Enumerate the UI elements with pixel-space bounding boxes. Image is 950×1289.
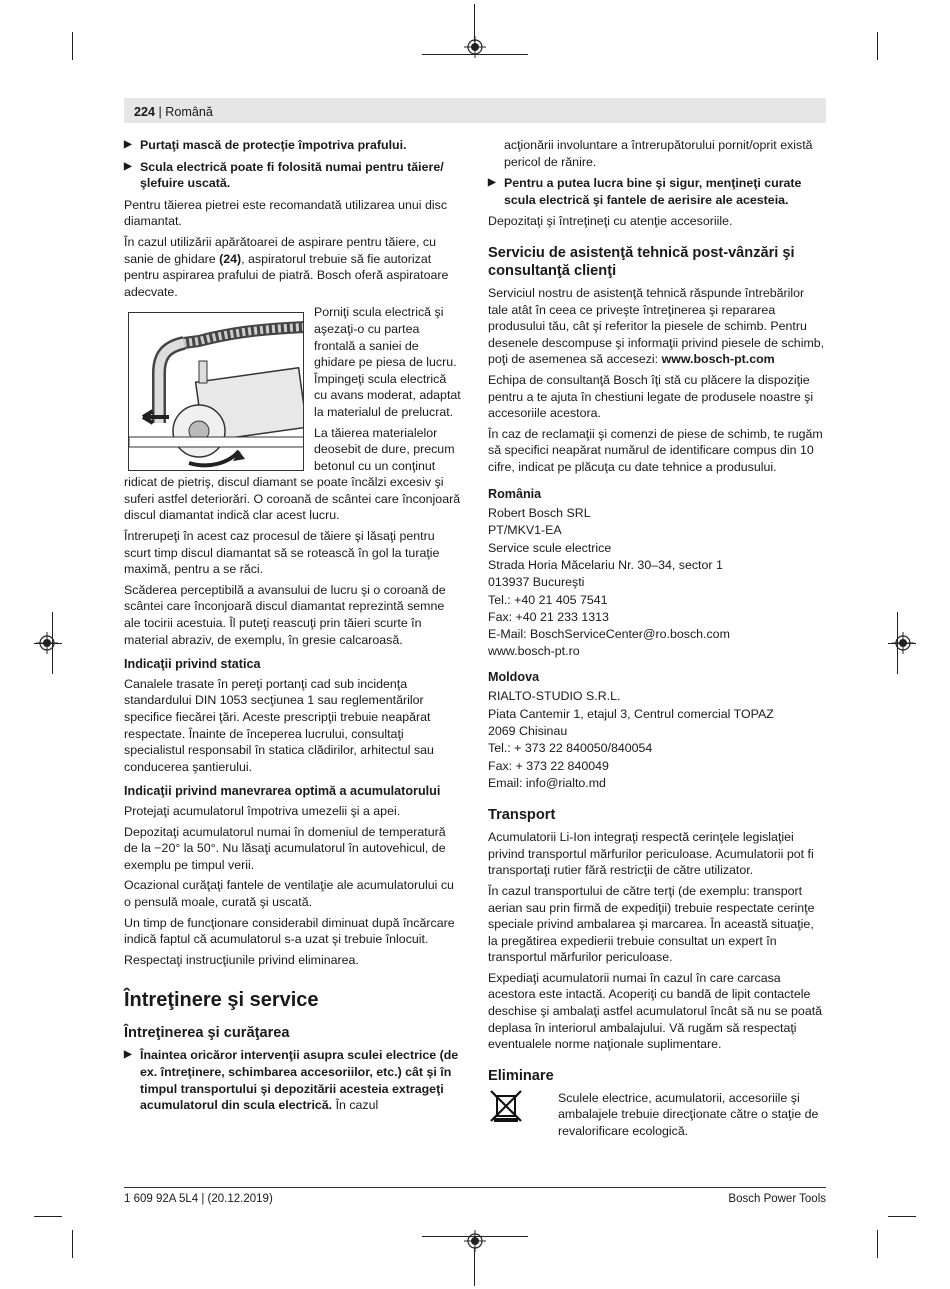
paragraph: Canalele trasate în pereţi portanţi cad sub incidenţa standardului DIN 1053 secţiunea 1 sau reglementărilor specifice fiecărei ţări. Aceste prescripţii trebuie neapărat respectate. Înainte de începerea lucrului, consultaţi specialistul responsabil în statica clădirilor, arhitectul sau conducerea şantierului. bbox=[124, 676, 434, 774]
crop-mark bbox=[877, 32, 878, 60]
section-heading: Indicaţii privind statica bbox=[124, 657, 261, 672]
bullet-text: Înaintea oricăror intervenţii asupra sculei electrice (de ex. întreţinere, schimbarea accesoriilor, etc.) cât şi în timpul transportului şi depozitării acesteia extrageţi acumulatorul din scula electrică. bbox=[140, 1048, 459, 1113]
arrow-bullet-icon: ▶ bbox=[488, 177, 496, 189]
paragraph bbox=[124, 234, 462, 300]
paragraph: Un timp de funcţionare considerabil diminuat după încărcare indică faptul că acumulatorul s-a uzat şi trebuie înlocuit. bbox=[124, 915, 455, 947]
address-line: Fax: +40 21 233 1313 bbox=[488, 609, 609, 624]
paragraph: Depozitaţi acumulatorul numai în domeniul de temperatură de la −20° la 50°. Nu lăsaţi acumulatorul în autovehicul, de exemplu pe timpul verii. bbox=[124, 824, 446, 872]
footer-doc-number: 1 609 92A 5L4 | (20.12.2019) bbox=[124, 1193, 273, 1205]
text: , aspiratorul trebuie să fie autorizat pentru aspirarea prafului de piatră. Bosch oferă aspiratoare adecvate. bbox=[124, 251, 449, 299]
registration-mark-icon bbox=[36, 632, 58, 654]
cutting-illustration bbox=[128, 312, 304, 471]
crop-mark bbox=[72, 32, 73, 60]
bullet-text: Pentru a putea lucra bine şi sigur, menţineţi curate scula electrică şi fantele de aerisire ale acesteia. bbox=[504, 176, 802, 207]
address-line: www.bosch-pt.ro bbox=[488, 644, 580, 659]
address-line: 013937 Bucureşti bbox=[488, 575, 585, 590]
text: Serviciul nostru de asistenţă tehnică răspunde întrebărilor tale atât în ceea ce priveşte întreţinerea şi repararea produsului tău, cât şi referitor la piesele de schimb. Pentru desenele descompuse şi informaţii privind piesele de schimb, poţi de asemenea să accesezi: bbox=[488, 285, 825, 367]
section-heading: Eliminare bbox=[488, 1067, 554, 1084]
right-column bbox=[488, 137, 826, 1140]
page-header bbox=[124, 98, 826, 123]
bullet-text: Scula electrică poate fi folosită numai pentru tăiere/ şlefuire uscată. bbox=[140, 159, 444, 191]
address-line: Tel.: +40 21 405 7541 bbox=[488, 592, 608, 607]
left-column bbox=[124, 137, 462, 1119]
crop-mark bbox=[877, 1230, 878, 1258]
country-heading: Moldova bbox=[488, 669, 540, 684]
arrow-bullet-icon: ▶ bbox=[124, 139, 132, 150]
crossed-bin-icon bbox=[488, 1090, 524, 1124]
paragraph: La tăierea materialelor deosebit de dure, precum betonul cu un conţinut ridicat de pietriş, discul diamant se poate încălzi excesiv şi suferi astfel deteriorări. O coroană de scântei care înconjoară discul diamantat indică clar acest lucru. bbox=[124, 425, 461, 523]
disposal-block bbox=[488, 1090, 826, 1140]
ref: (24) bbox=[219, 251, 242, 266]
moldova-address bbox=[488, 688, 826, 792]
paragraph: Acumulatorii Li-Ion integraţi respectă cerinţele legislaţiei privind transportul mărfurilor periculoase. Acumulatorii pot fi transportaţi rutier fără restricţii de către utilizator. bbox=[488, 830, 814, 878]
saw-illustration-icon bbox=[129, 313, 304, 471]
address-line: RIALTO-STUDIO S.R.L. bbox=[488, 689, 621, 704]
bullet-item bbox=[124, 1047, 462, 1113]
chapter-heading: Întreţinere şi service bbox=[124, 989, 319, 1012]
footer-rule bbox=[124, 1187, 826, 1188]
header-language: Română bbox=[165, 105, 213, 119]
website-link[interactable]: www.bosch-pt.com bbox=[661, 352, 775, 367]
crop-mark bbox=[34, 1216, 62, 1217]
section-heading: Întreţinerea şi curăţarea bbox=[124, 1025, 290, 1042]
text: În cazul utilizării apărătoarei de aspirare pentru tăiere, cu sanie de ghidare bbox=[124, 234, 436, 266]
crop-mark bbox=[72, 1230, 73, 1258]
bullet-item bbox=[124, 137, 462, 154]
address-line: Fax: + 373 22 840049 bbox=[488, 758, 609, 773]
page-number: 224 bbox=[134, 105, 156, 119]
address-line: E-Mail: BoschServiceCenter@ro.bosch.com bbox=[488, 627, 730, 642]
address-line: Email: info@rialto.md bbox=[488, 775, 606, 790]
paragraph: În cazul transportului de către terţi (de exemplu: transport aerian sau prin firmă de expediţii) trebuie respectate cerinţe speciale privind ambalarea şi marcarea. În această situaţie, la pregătirea expedierii trebuie consultat un expert în transportul mărfurilor periculoase. bbox=[488, 883, 815, 965]
crop-mark bbox=[888, 1216, 916, 1217]
bullet-text: Purtaţi mască de protecţie împotriva prafului. bbox=[140, 138, 407, 152]
registration-mark-icon bbox=[464, 1230, 486, 1252]
registration-mark-icon bbox=[892, 632, 914, 654]
address-line: Service scule electrice bbox=[488, 540, 612, 555]
romania-address bbox=[488, 505, 826, 661]
address-line: Strada Horia Măcelariu Nr. 30–34, sector 1 bbox=[488, 557, 723, 572]
bullet-item bbox=[124, 159, 462, 192]
address-line: 2069 Chisinau bbox=[488, 723, 568, 738]
bullet-text-tail: În cazul bbox=[332, 1098, 379, 1113]
arrow-bullet-icon: ▶ bbox=[124, 160, 132, 172]
paragraph: Depozitaţi şi întreţineţi cu atenţie accesoriile. bbox=[488, 214, 733, 229]
paragraph bbox=[488, 285, 826, 368]
section-heading: Serviciu de asistenţă tehnică post-vânzări şi consultanţă clienţi bbox=[488, 244, 795, 279]
paragraph: Echipa de consultanţă Bosch îţi stă cu plăcere la dispoziţie pentru a te ajuta în chestiuni legate de produsele noastre şi accesoriile acestora. bbox=[488, 372, 814, 421]
address-line: Piata Cantemir 1, etajul 3, Centrul comercial TOPAZ bbox=[488, 706, 774, 721]
paragraph: Protejaţi acumulatorul împotriva umezelii şi a apei. bbox=[124, 803, 401, 818]
address-line: Robert Bosch SRL bbox=[488, 506, 591, 521]
address-line: Tel.: + 373 22 840050/840054 bbox=[488, 741, 653, 756]
paragraph: acţionării involuntare a întrerupătorului pornit/oprit există pericol de rănire. bbox=[504, 138, 813, 169]
arrow-bullet-icon: ▶ bbox=[124, 1049, 132, 1061]
crop-mark bbox=[474, 1248, 475, 1286]
paragraph: În caz de reclamaţii şi comenzi de piese de schimb, te rugăm să specifici neapărat numărul de identificare compus din 10 cifre, indicat pe plăcuţa cu date tehnice a produsului. bbox=[488, 426, 823, 474]
paragraph: Pentru tăierea pietrei este recomandată utilizarea unui disc diamantat. bbox=[124, 197, 448, 229]
section-heading: Indicaţii privind manevrarea optimă a acumulatorului bbox=[124, 784, 441, 799]
paragraph: Scăderea perceptibilă a avansului de lucru şi o coroană de scântei care înconjoară discul diamantat reprezintă semne ale tocirii acestuia. Îl puteţi reascuţi prin tăieri scurte în material abraziv, de exemplu, în gresie calcaroasă. bbox=[124, 582, 446, 647]
paragraph: Întrerupeţi în acest caz procesul de tăiere şi lăsaţi pentru scurt timp discul diamantat să se rotească în gol la turaţie maximă, pentru a se răci. bbox=[124, 529, 440, 577]
header-separator: | bbox=[155, 105, 166, 119]
section-heading: Transport bbox=[488, 807, 556, 824]
address-line: PT/MKV1-EA bbox=[488, 523, 562, 538]
registration-mark-icon bbox=[464, 36, 486, 58]
paragraph: Expediaţi acumulatorii numai în cazul în care carcasa acestora este intactă. Acoperiţi cu bandă de lipit contactele deschise şi ambalaţi astfel acumulatorul încât să nu se poată deplasa în interiorul ambalajului. Vă rugăm să respectaţi eventualele norme naţionale suplimentare. bbox=[488, 970, 823, 1052]
paragraph: Porniţi scula electrică şi aşezaţi-o cu partea frontală a saniei de ghidare pe piesa de lucru. Împingeţi scula electrică cu avans moderat, adaptat la materialul de prelucrat. bbox=[314, 305, 461, 419]
country-heading: România bbox=[488, 486, 542, 501]
paragraph: Ocazional curăţaţi fantele de ventilaţie ale acumulatorului cu o pensulă moale, curată şi uscată. bbox=[124, 878, 454, 909]
footer-brand: Bosch Power Tools bbox=[728, 1193, 826, 1205]
bullet-item bbox=[488, 175, 826, 208]
paragraph: Respectaţi instrucţiunile privind eliminarea. bbox=[124, 952, 359, 967]
paragraph: Sculele electrice, acumulatorii, accesoriile şi ambalajele trebuie direcţionate către o staţie de revalorificare ecologică. bbox=[558, 1090, 819, 1139]
